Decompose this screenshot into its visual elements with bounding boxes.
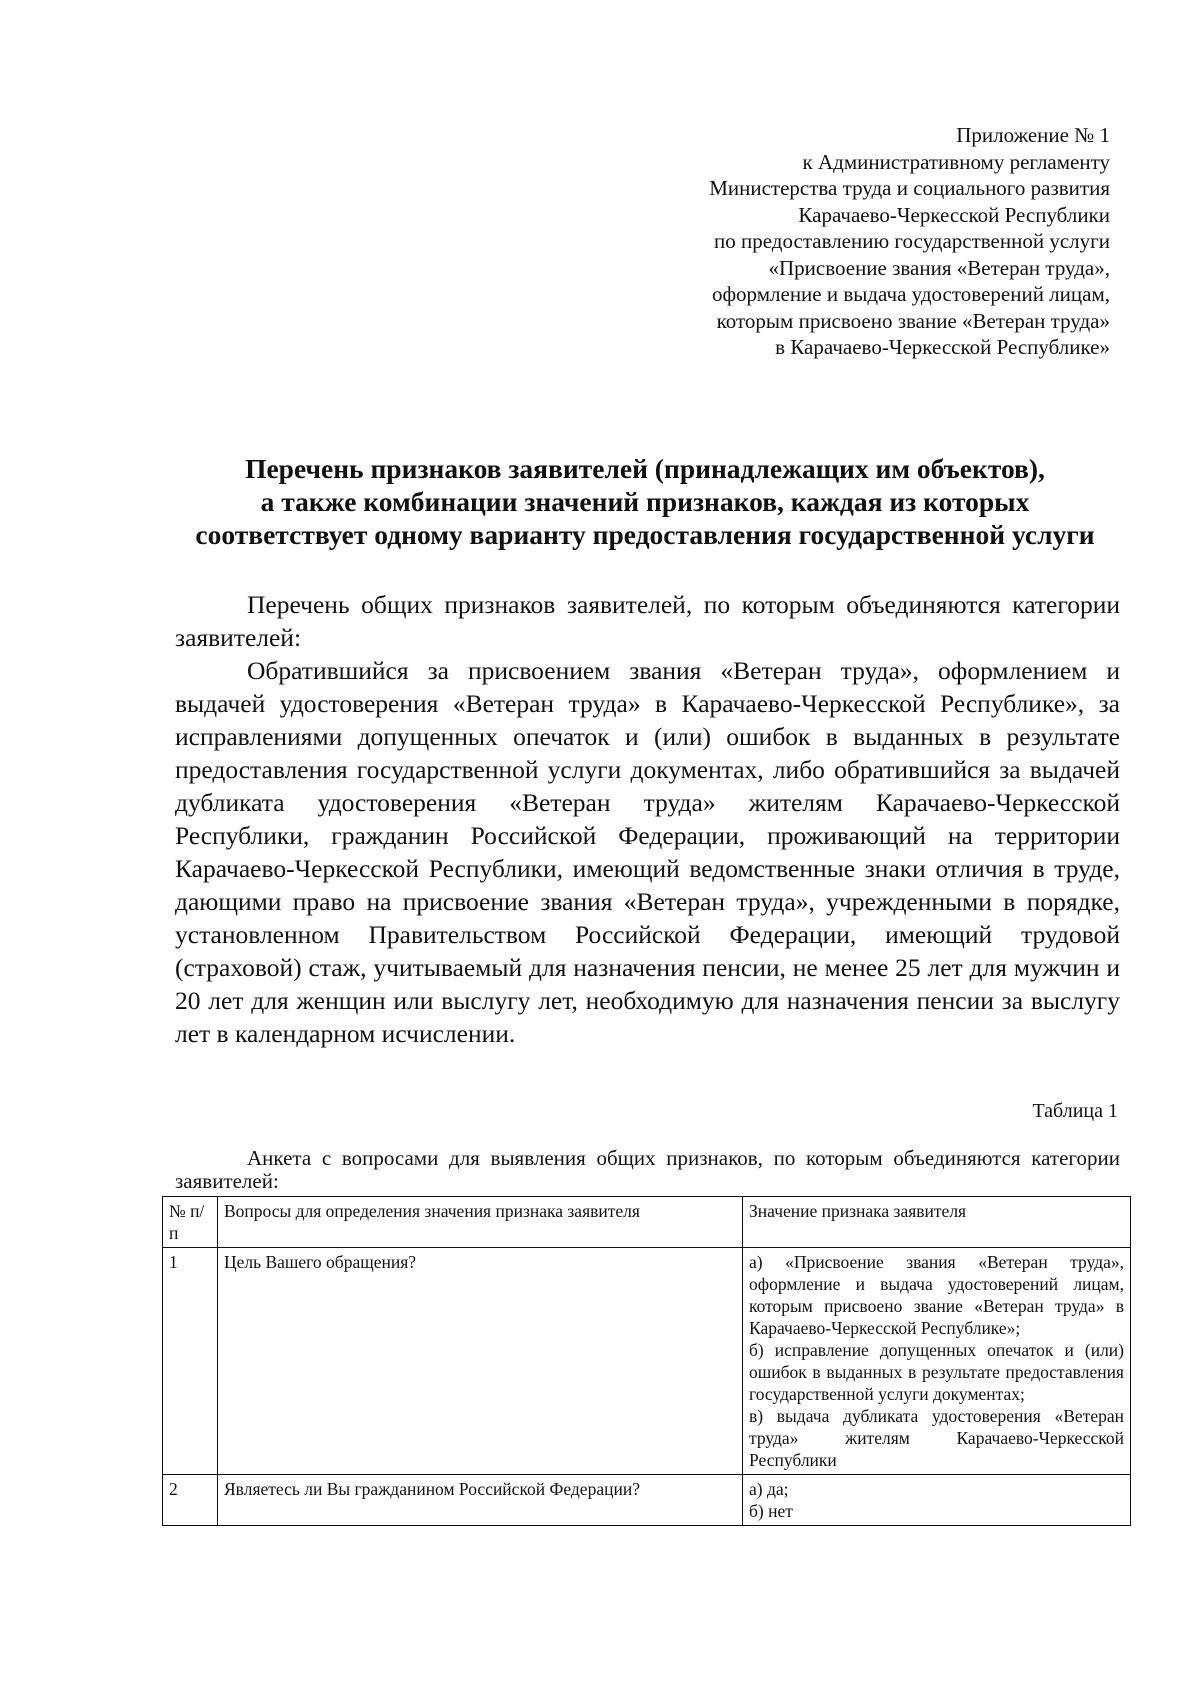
- answer-option: б) исправление допущенных опечаток и (или) ошибок в выданных в результате предоставления государственной услуги документах;: [749, 1340, 1124, 1404]
- row-question: Цель Вашего обращения?: [218, 1248, 743, 1475]
- title-line: а также комбинации значений признаков, каждая из которых: [260, 486, 1030, 517]
- row-number: 1: [163, 1248, 218, 1475]
- appendix-line: «Присвоение звания «Ветеран труда»,: [768, 255, 1110, 280]
- body-text: [175, 588, 1120, 1050]
- row-answers: [743, 1475, 1131, 1526]
- table-row: [163, 1475, 1131, 1526]
- appendix-line: оформление и выдача удостоверений лицам,: [711, 282, 1110, 306]
- body-paragraph: Перечень общих признаков заявителей, по которым объединяются категории заявителей:: [175, 590, 1120, 652]
- appendix-line: Карачаево-Черкесской Республики: [798, 202, 1110, 227]
- appendix-line: Приложение № 1: [956, 123, 1110, 147]
- appendix-line: которым присвоено звание «Ветеран труда»: [716, 308, 1110, 333]
- table-row: [163, 1248, 1131, 1475]
- title-line: Перечень признаков заявителей (принадлежащих им объектов),: [245, 453, 1045, 484]
- answer-option: а) «Присвоение звания «Ветеран труда», оформление и выдача удостоверений лицам, которым присвоено звание «Ветеран труда» в Карачаево-Черкесской Республике»;: [749, 1252, 1124, 1338]
- answer-option: б) нет: [749, 1501, 793, 1521]
- table-intro-text: Анкета с вопросами для выявления общих признаков, по которым объединяются категории заявителей:: [175, 1146, 1120, 1193]
- row-number: 2: [163, 1475, 218, 1526]
- answer-option: в) выдача дубликата удостоверения «Ветеран труда» жителям Карачаево-Черкесской Республики: [749, 1406, 1124, 1470]
- appendix-line: в Карачаево-Черкесской Республике»: [775, 335, 1110, 359]
- appendix-line: Министерства труда и социального развития: [709, 176, 1110, 200]
- header-question: Вопросы для определения значения признака заявителя: [218, 1197, 743, 1248]
- appendix-header: [550, 122, 1110, 361]
- header-value: Значение признака заявителя: [743, 1197, 1131, 1248]
- title-line: соответствует одному варианту предоставления государственной услуги: [195, 519, 1095, 550]
- header-number: № п/п: [163, 1197, 218, 1248]
- row-question: Являетесь ли Вы гражданином Российской Федерации?: [218, 1475, 743, 1526]
- table-caption: Таблица 1: [1032, 1100, 1118, 1122]
- row-answers: [743, 1248, 1131, 1475]
- table-intro: [175, 1147, 1120, 1193]
- document-title: [170, 452, 1120, 551]
- appendix-line: к Административному регламенту: [802, 149, 1110, 174]
- appendix-line: по предоставлению государственной услуги: [714, 229, 1110, 253]
- questionnaire-table: [162, 1196, 1131, 1526]
- answer-option: а) да;: [749, 1479, 789, 1499]
- body-paragraph: Обратившийся за присвоением звания «Ветеран труда», оформлением и выдачей удостоверения «Ветеран труда» в Карачаево-Черкесской Республике», за исправлениями допущенных опечаток и (или) ошибок в выданных в результате предоставления государственной услуги документах, либо обратившийся за выдачей дубликата удостоверения «Ветеран труда» жителям Карачаево-Черкесской Республики, гражданин Российской Федерации, проживающий на территории Карачаево-Черкесской Республики, имеющий ведомственные знаки отличия в труде, дающими право на присвоение звания «Ветеран труда», учрежденными в порядке, установленном Правительством Российской Федерации, имеющий трудовой (страховой) стаж, учитываемый для назначения пенсии, не менее 25 лет для мужчин и 20 лет для женщин или выслугу лет, необходимую для назначения пенсии за выслугу лет в календарном исчислении.: [175, 656, 1120, 1048]
- table-header-row: [163, 1197, 1131, 1248]
